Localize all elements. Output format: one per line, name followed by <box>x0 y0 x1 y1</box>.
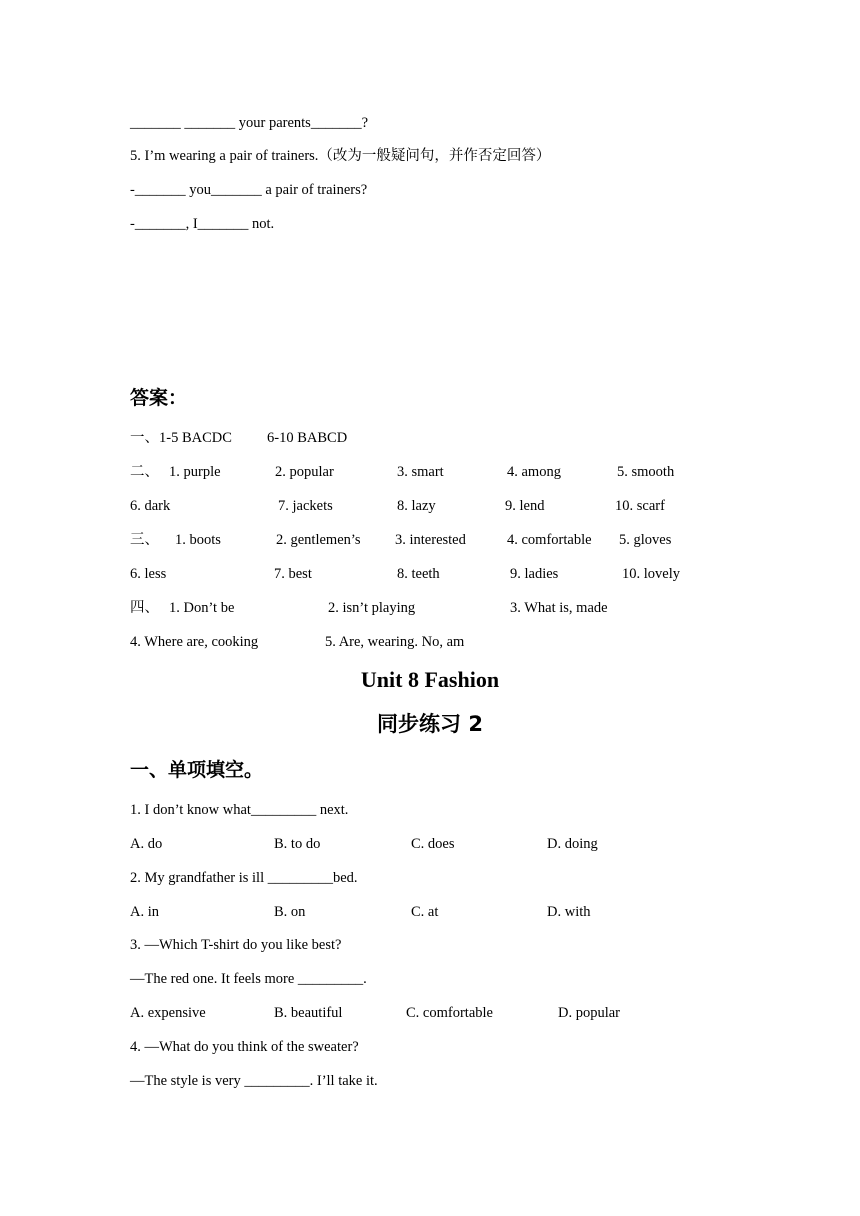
q5-answer-line-1: -_______ you_______ a pair of trainers? <box>130 182 368 198</box>
answers-sec1-part1: 一、1-5 BACDC <box>130 430 232 446</box>
q1-option-c: C. does <box>411 836 455 852</box>
answer-item: 9. ladies <box>510 566 559 582</box>
answer-item: 2. gentlemen’s <box>276 532 361 548</box>
answer-item: 9. lend <box>505 498 545 514</box>
answers-sec2-label: 二、 <box>130 464 159 480</box>
answer-item: 3. interested <box>395 532 466 548</box>
answer-item: 10. lovely <box>622 566 680 582</box>
q2-option-d: D. with <box>547 904 591 920</box>
q2-option-a: A. in <box>130 904 159 920</box>
answer-item: 6. less <box>130 566 167 582</box>
answer-item: 1. Don’t be <box>169 600 235 616</box>
answer-item: 8. teeth <box>397 566 440 582</box>
q1-option-a: A. do <box>130 836 163 852</box>
answer-item: 4. among <box>507 464 561 480</box>
answer-item: 4. comfortable <box>507 532 592 548</box>
answer-item: 5. gloves <box>619 532 672 548</box>
question-3-reply: —The red one. It feels more _________. <box>130 971 367 987</box>
answer-item: 1. boots <box>175 532 221 548</box>
q2-option-b: B. on <box>274 904 306 920</box>
q1-option-b: B. to do <box>274 836 321 852</box>
answer-item: 8. lazy <box>397 498 436 514</box>
answers-sec1-part2: 6-10 BABCD <box>267 430 348 446</box>
question-1-stem: 1. I don’t know what_________ next. <box>130 802 349 818</box>
answer-item: 3. smart <box>397 464 444 480</box>
answer-item: 5. Are, wearing. No, am <box>325 634 465 650</box>
question-2-stem: 2. My grandfather is ill _________bed. <box>130 870 358 886</box>
answers-sec4-label: 四、 <box>130 600 159 616</box>
answer-item: 5. smooth <box>617 464 675 480</box>
answer-item: 3. What is, made <box>510 600 608 616</box>
question-4-reply: —The style is very _________. I’ll take it. <box>130 1073 378 1089</box>
q3-option-a: A. expensive <box>130 1005 206 1021</box>
q2-option-c: C. at <box>411 904 439 920</box>
answers-sec3-label: 三、 <box>130 532 159 548</box>
answer-item: 7. best <box>274 566 312 582</box>
question-3-stem: 3. —Which T-shirt do you like best? <box>130 937 342 953</box>
q1-option-d: D. doing <box>547 836 598 852</box>
answer-item: 4. Where are, cooking <box>130 634 259 650</box>
answer-item: 2. popular <box>275 464 334 480</box>
answers-heading: 答案： <box>130 387 188 409</box>
answer-item: 10. scarf <box>615 498 665 514</box>
q3-option-b: B. beautiful <box>274 1005 343 1021</box>
answer-item: 2. isn’t playing <box>328 600 416 616</box>
question-4-stem: 4. —What do you think of the sweater? <box>130 1039 359 1055</box>
unit-subtitle: 同步练习 2 <box>377 712 483 736</box>
q3-option-c: C. comfortable <box>406 1005 493 1021</box>
answer-item: 1. purple <box>169 464 221 480</box>
section1-heading: 一、单项填空。 <box>130 759 264 781</box>
answer-item: 6. dark <box>130 498 171 514</box>
q3-option-d: D. popular <box>558 1005 621 1021</box>
answer-item: 7. jackets <box>278 498 333 514</box>
q5-prompt: 5. I’m wearing a pair of trainers.（改为一般疑问句，并作否定回答） <box>130 148 551 164</box>
q4-transform-line: _______ _______ your parents_______? <box>130 115 369 131</box>
q5-answer-line-2: -_______, I_______ not. <box>130 216 275 232</box>
unit-title: Unit 8 Fashion <box>360 667 500 692</box>
